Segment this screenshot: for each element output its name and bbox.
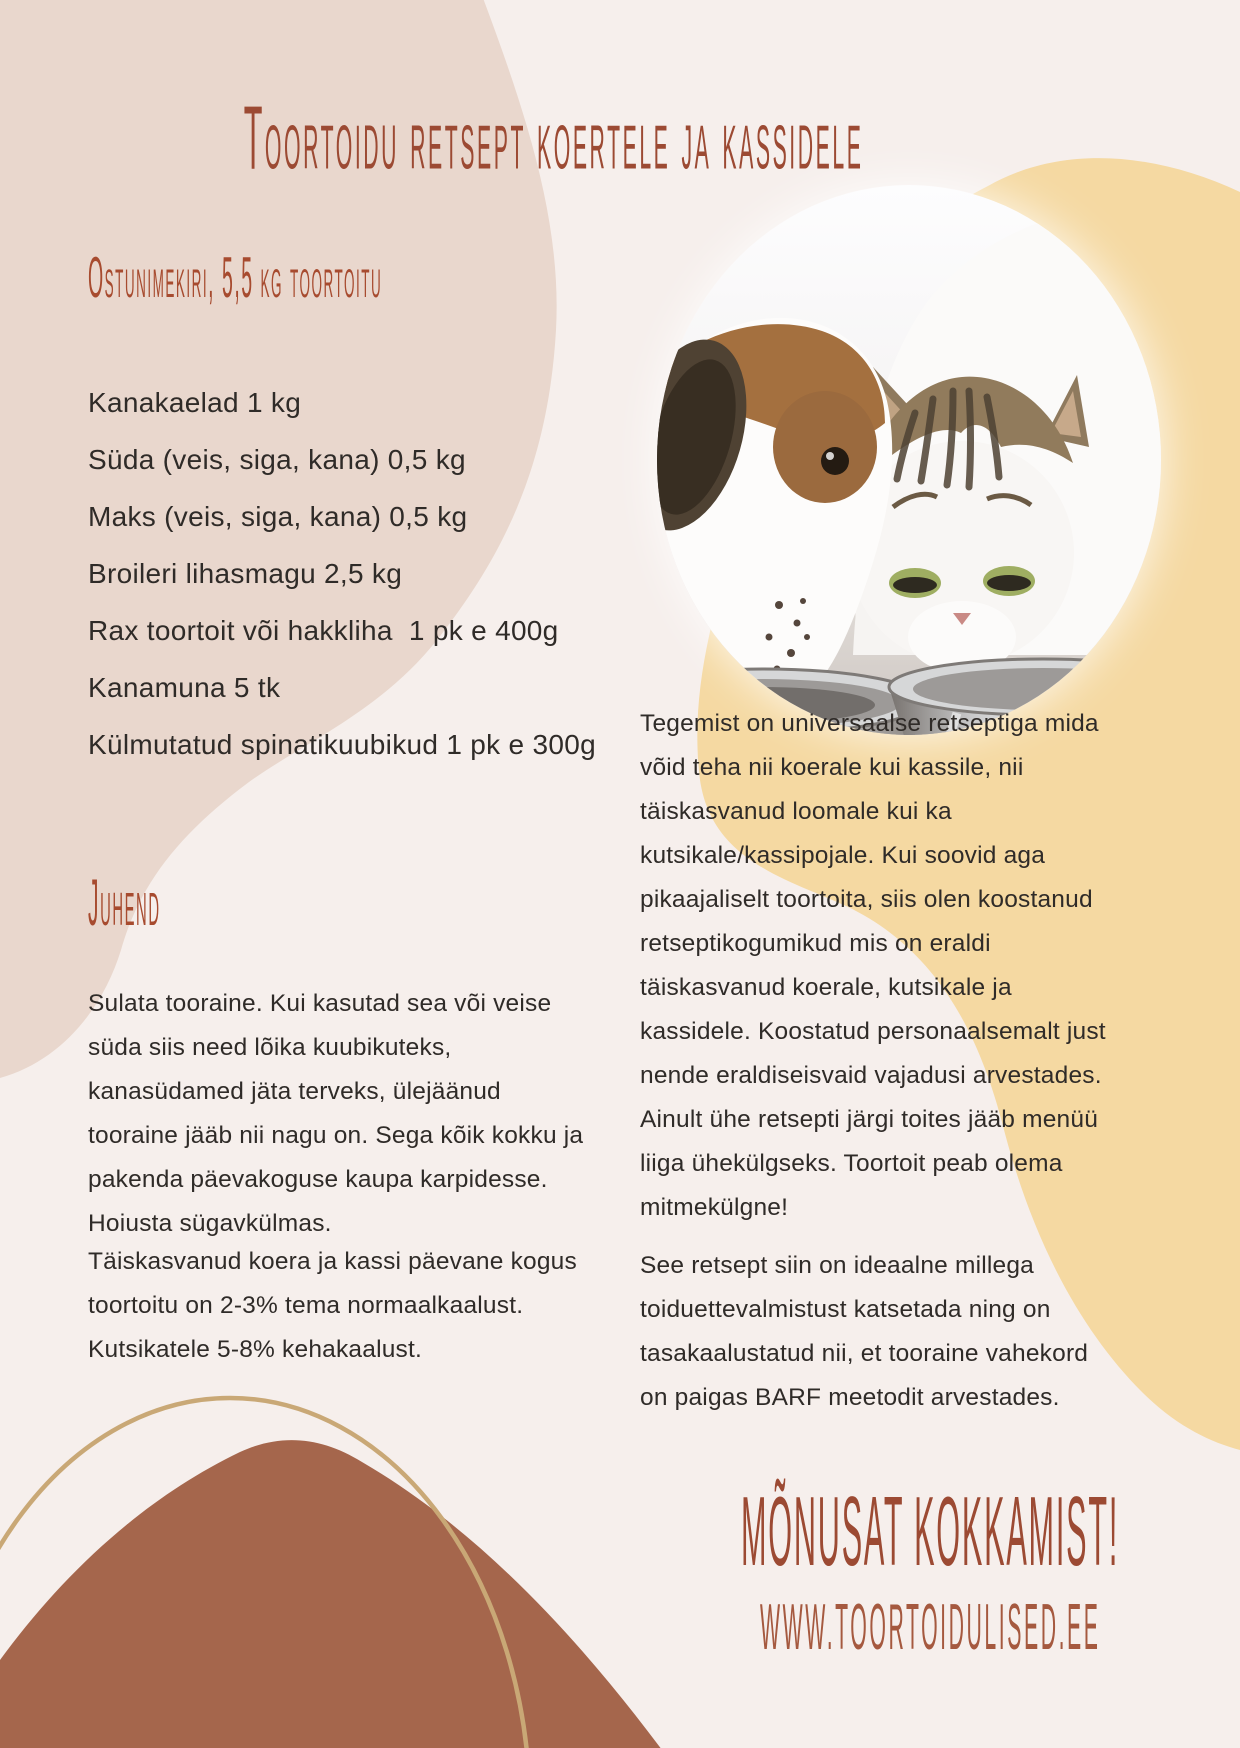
pets-photo-illustration <box>657 185 1161 735</box>
shopping-list <box>88 374 648 773</box>
website-url <box>650 1592 1210 1665</box>
instructions-paragraph-1: Sulata tooraine. Kui kasutad sea või veise süda siis need lõika kuubikuteks, kanasüdamed jäta terveks, ülejäänud tooraine jääb nii nagu on. Sega kõik kokku ja pakenda päevakoguse kaupa karpidesse. Hoiusta sügavkülmas. <box>88 990 584 1237</box>
instructions-paragraph-2: Täiskasvanud koera ja kassi päevane kogus toortoitu on 2-3% tema normaalkaalust. Kutsikatele 5-8% kehakaalust. <box>88 1248 577 1363</box>
shopping-list-item: Kanamuna 5 tk <box>88 672 281 703</box>
footer-headline-text: MÕNUSAT KOKKAMIST! <box>740 1478 1120 1589</box>
instructions-heading-text: Juhend <box>88 866 161 940</box>
shopping-list-item: Broileri lihasmagu 2,5 kg <box>88 558 403 589</box>
shopping-list-heading <box>88 244 480 310</box>
shopping-list-item: Süda (veis, siga, kana) 0,5 kg <box>88 444 466 475</box>
blob-bottom-brown <box>0 1440 668 1748</box>
shopping-list-item: Rax toortoit või hakkliha 1 pk e 400g <box>88 615 559 646</box>
shopping-list-item: Maks (veis, siga, kana) 0,5 kg <box>88 501 468 532</box>
shopping-list-item: Külmutatud spinatikuubikud 1 pk e 300g <box>88 729 596 760</box>
page-title <box>0 86 1108 189</box>
shopping-list-heading-text: Ostunimekiri, 5,5 kg toortoitu <box>88 244 383 310</box>
shopping-list-item: Kanakaelad 1 kg <box>88 387 302 418</box>
page-title-text: Toortoidu retsept koertele ja kassidele <box>244 86 864 189</box>
footer-headline <box>650 1478 1210 1589</box>
instructions-heading <box>88 866 181 940</box>
about-paragraph-2: See retsept siin on ideaalne millega toiduettevalmistust katsetada ning on tasakaalustatud nii, et tooraine vahekord on paigas BARF meetodit arvestades. <box>640 1252 1089 1411</box>
about-paragraph-1: Tegemist on universaalse retseptiga mida võid teha nii koerale kui kassile, nii täiskasvanud loomale kui ka kutsikale/kassipojale. Kui soovid aga pikaajaliselt toortoita, siis olen koostanud retseptikogumikud mis on eraldi täiskasvanud koerale, kutsikale ja kassidele. Koostatud personaalsemalt just nende eraldiseisvaid vajadusi arvestades. Ainult ühe retsepti järgi toites jääb menüü liiga ühekülgseks. Toortoit peab olema mitmekülgne! <box>640 710 1106 1221</box>
website-url-text: WWW.TOORTOIDULISED.EE <box>759 1592 1101 1665</box>
pets-photo <box>657 185 1161 735</box>
